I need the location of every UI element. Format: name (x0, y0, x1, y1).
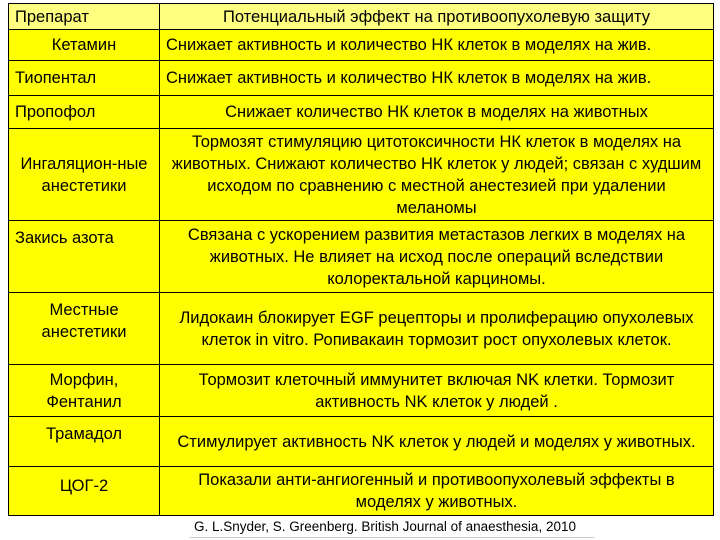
drug-cell: Тиопентал (9, 61, 160, 96)
effect-cell: Показали анти-ангиогенный и противоопухолевый эффекты в моделях у животных. (160, 467, 714, 516)
drug-cell: Трамадол (9, 417, 160, 467)
table-row (9, 293, 714, 365)
table-row (9, 365, 714, 417)
header-drug: Препарат (9, 4, 160, 30)
table-row (9, 417, 714, 467)
drug-cell: Морфин, Фентанил (9, 365, 160, 417)
header-effect: Потенциальный эффект на противоопухолевую защиту (160, 4, 714, 30)
table-row (9, 221, 714, 293)
table-row (9, 96, 714, 129)
effect-cell: Лидокаин блокирует EGF рецепторы и пролиферацию опухолевых клеток in vitro. Ропивакаин тормозит рост опухолевых клеток. (160, 293, 714, 365)
effect-cell: Снижает активность и количество НК клеток в моделях на жив. (160, 30, 714, 61)
citation: G. L.Snyder, S. Greenberg. British Journal of anaesthesia, 2010 (190, 517, 594, 538)
effect-cell: Связана с ускорением развития метастазов легких в моделях на животных. Не влияет на исход после операций вследствии колоректальной карциномы. (160, 221, 714, 293)
drug-cell: Пропофол (9, 96, 160, 129)
effect-cell: Тормозит клеточный иммунитет включая NK клетки. Тормозит активность NK клеток у людей . (160, 365, 714, 417)
table-header-row (9, 4, 714, 30)
drug-cell: Местные анестетики (9, 293, 160, 365)
drug-cell: Закись азота (9, 221, 160, 293)
table-row (9, 467, 714, 516)
effect-cell: Тормозят стимуляцию цитотоксичности НК клеток в моделях на животных. Снижают количество НК клеток у людей; связан с худшим исходом по сравнению с местной анестезией при удалении меланомы (160, 129, 714, 221)
effect-cell: Снижает активность и количество НК клеток в моделях на жив. (160, 61, 714, 96)
table-row (9, 30, 714, 61)
drug-cell: Кетамин (9, 30, 160, 61)
effect-cell: Стимулирует активность NK клеток у людей и моделях у животных. (160, 417, 714, 467)
drug-cell: ЦОГ-2 (9, 467, 160, 516)
anesthetics-table (8, 3, 714, 516)
effect-cell: Снижает количество НК клеток в моделях на животных (160, 96, 714, 129)
drug-cell: Ингаляцион-ные анестетики (9, 129, 160, 221)
table-row (9, 129, 714, 221)
table-row (9, 61, 714, 96)
